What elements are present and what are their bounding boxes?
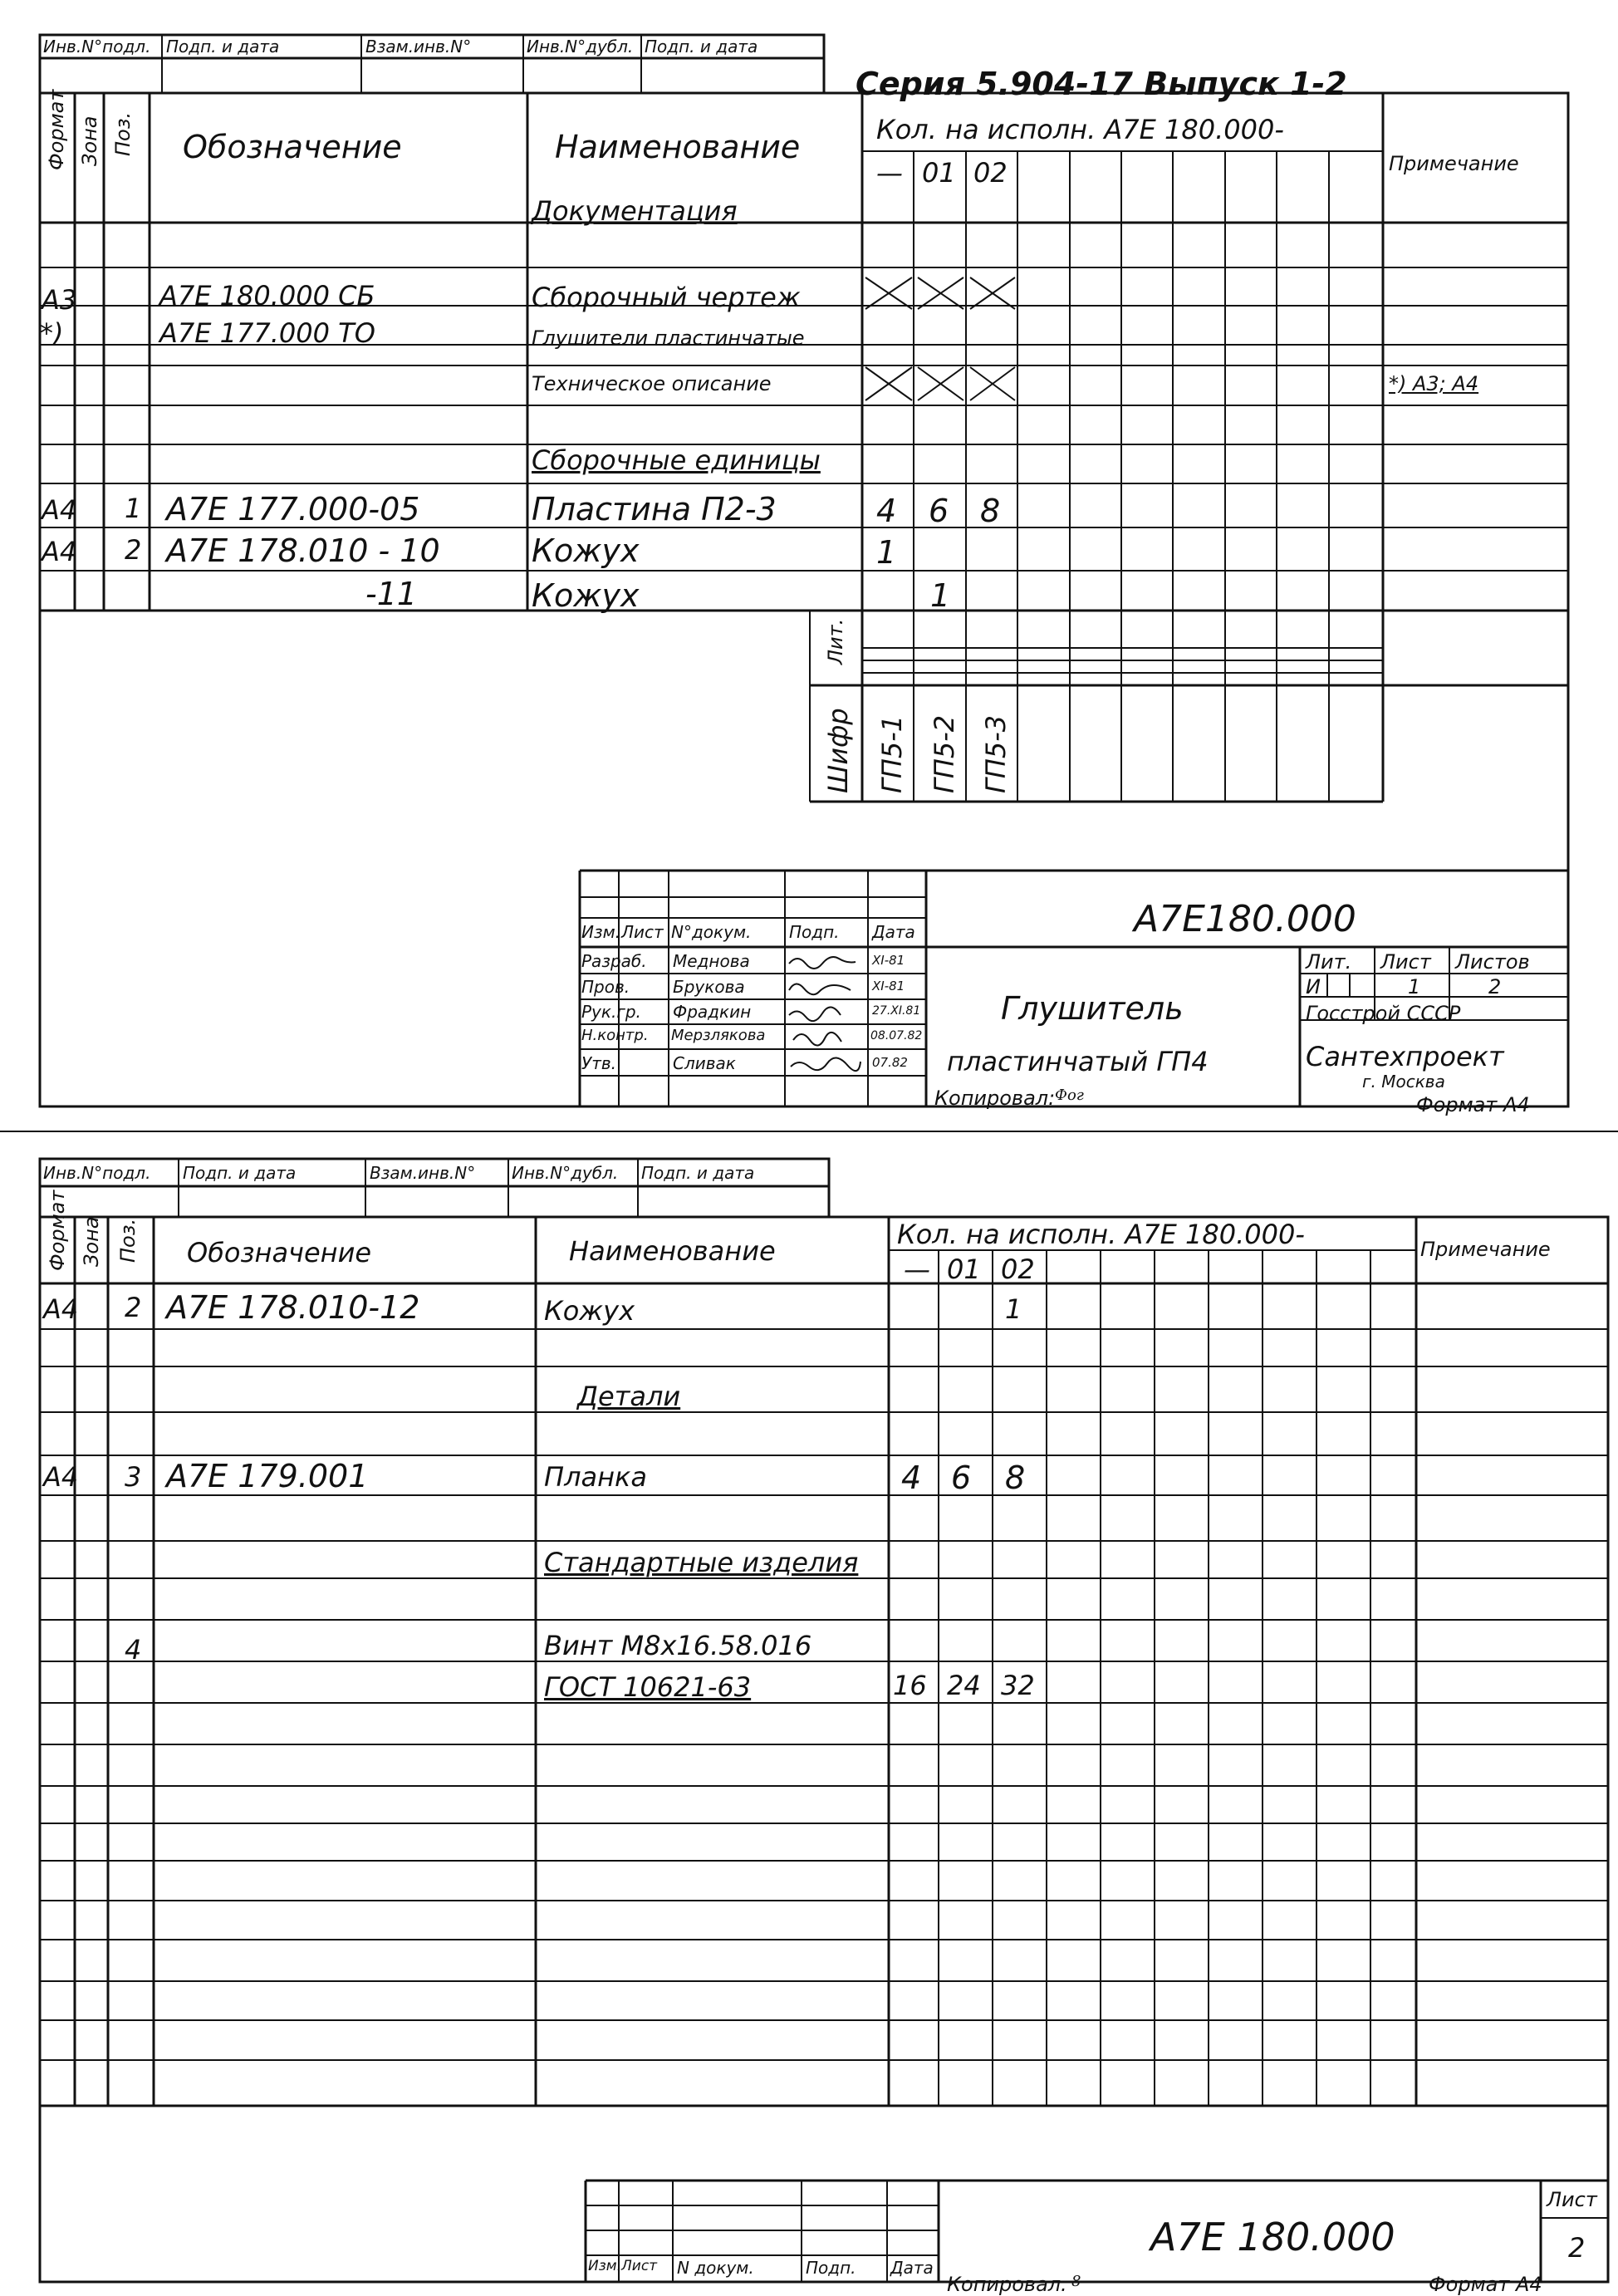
cipher-value: ГП5-3 — [980, 714, 1012, 793]
stamp-replaced-inv: Взам.инв.N° — [365, 37, 472, 56]
tb-sheet-value: 1 — [1408, 975, 1421, 998]
format-label: Формат А4 — [1416, 1093, 1530, 1116]
tb-person: Фрадкин — [673, 1002, 752, 1022]
row-designation: -11 — [365, 576, 418, 612]
section-assembly-units: Сборочные единицы — [532, 444, 821, 476]
stamp-sign-date: Подп. и дата — [166, 37, 280, 56]
row-pos: 3 — [125, 1461, 142, 1493]
cipher-label: Шифр — [822, 708, 854, 793]
tb-org-1: Госстрой СССР — [1306, 1002, 1461, 1025]
row-designation: А7Е 179.001 — [166, 1458, 369, 1494]
tb-person: Брукова — [673, 977, 745, 997]
tb-role: Разраб. — [581, 951, 647, 971]
row-qty: 32 — [1001, 1670, 1035, 1701]
tb-header-date: Дата — [872, 922, 915, 942]
stamp-replaced-inv: Взам.инв.N° — [370, 1163, 476, 1183]
header-note: Примечание — [1389, 152, 1519, 175]
ft-header-sign: Подп. — [806, 2258, 856, 2278]
header-designation: Обозначение — [183, 129, 402, 165]
row-note: *) А3; А4 — [1389, 372, 1479, 395]
section-details: Детали — [577, 1381, 681, 1412]
header-qty: Кол. на исполн. А7Е 180.000- — [876, 114, 1284, 145]
lit-label: Лит. — [824, 618, 847, 665]
sheet-1 — [0, 0, 1618, 1134]
row-designation: А7Е 177.000 ТО — [159, 317, 375, 349]
ft-sheet-label: Лист — [1547, 2188, 1597, 2211]
tb-org-2: Сантехпроект — [1306, 1041, 1504, 1072]
header-exec-base: — — [876, 157, 903, 189]
row-pos: 2 — [125, 534, 142, 566]
doc-code: А7Е180.000 — [1134, 898, 1356, 940]
section-documentation: Документация — [532, 195, 738, 227]
tb-sheets-value: 2 — [1488, 975, 1502, 998]
tb-person: Мерзлякова — [671, 1027, 766, 1044]
tb-header-sheet: Лист — [621, 922, 664, 942]
stamp-sign-date: Подп. и дата — [183, 1163, 297, 1183]
row-qty: 24 — [947, 1670, 981, 1701]
row-qty: 8 — [1005, 1460, 1026, 1496]
tb-role: Пров. — [581, 977, 630, 997]
tb-sheets-header: Листов — [1455, 950, 1530, 974]
signatures — [0, 0, 1618, 1134]
stamp-inv-duplicate: Инв.N°дубл. — [527, 37, 634, 56]
header-exec-01: 01 — [922, 157, 956, 189]
row-qty: 6 — [929, 493, 949, 529]
series-label: Серия 5.904-17 Выпуск 1-2 — [856, 66, 1347, 102]
tb-date: 08.07.82 — [870, 1029, 923, 1043]
tb-date: 27.XI.81 — [872, 1004, 921, 1018]
row-name: Кожух — [532, 532, 640, 569]
tb-header-sign: Подп. — [789, 922, 840, 942]
header-exec-base: — — [904, 1253, 930, 1285]
tb-date: XI-81 — [872, 953, 905, 968]
stamp-sign-date-2: Подп. и дата — [641, 1163, 755, 1183]
tb-sheet-header: Лист — [1380, 950, 1431, 974]
row-qty: 8 — [980, 493, 1001, 529]
sheet-2 — [0, 1138, 1618, 2294]
stamp-inv-original: Инв.N°подл. — [43, 1163, 151, 1183]
doc-code: А7Е 180.000 — [1150, 2215, 1395, 2259]
header-format: Формат — [45, 89, 68, 170]
row-pos: 4 — [125, 1634, 142, 1666]
header-pos: Поз. — [116, 1218, 140, 1263]
tb-role: Рук.гр. — [581, 1002, 641, 1022]
header-exec-01: 01 — [947, 1253, 981, 1285]
row-name: Техническое описание — [532, 372, 772, 395]
row-format: А4 — [43, 1293, 79, 1325]
row-format: А4 — [43, 1461, 79, 1493]
header-qty: Кол. на исполн. А7Е 180.000- — [897, 1219, 1305, 1250]
ft-sheet-value: 2 — [1568, 2232, 1586, 2264]
row-qty: 4 — [901, 1460, 922, 1496]
stamp-inv-duplicate: Инв.N°дубл. — [512, 1163, 619, 1183]
header-note: Примечание — [1420, 1238, 1551, 1261]
row-name: Винт М8х16.58.016 — [544, 1630, 812, 1661]
ft-header-docnum: N докум. — [677, 2258, 754, 2278]
tb-lit-value: И — [1306, 975, 1321, 998]
row-qty: 1 — [930, 577, 951, 614]
row-name: ГОСТ 10621-63 — [544, 1671, 752, 1703]
row-format: А4 — [42, 494, 77, 526]
header-zone: Зона — [80, 1216, 103, 1267]
row-format: А3 — [42, 284, 77, 316]
copied-label: Копировал: — [947, 2273, 1068, 2296]
ft-header-date: Дата — [890, 2258, 934, 2278]
row-name: Планка — [544, 1461, 647, 1493]
tb-role: Н.контр. — [581, 1027, 649, 1044]
tb-org-3: г. Москва — [1362, 1072, 1445, 1092]
tb-date: XI-81 — [872, 979, 905, 993]
tb-header-docnum: N°докум. — [671, 922, 752, 942]
row-format: *) — [40, 317, 64, 349]
row-name: Кожух — [532, 577, 640, 614]
stamp-sign-date-2: Подп. и дата — [645, 37, 758, 56]
header-exec-02: 02 — [973, 157, 1008, 189]
row-pos: 1 — [125, 493, 142, 524]
row-designation: А7Е 178.010 - 10 — [166, 532, 440, 569]
row-name: Кожух — [544, 1295, 635, 1327]
row-qty: 1 — [876, 534, 897, 571]
header-designation: Обозначение — [187, 1237, 372, 1268]
row-qty: 6 — [951, 1460, 972, 1496]
copied-signature: Фог — [1055, 1087, 1084, 1104]
stamp-inv-original: Инв.N°подл. — [43, 37, 151, 56]
cipher-value: ГП5-2 — [929, 714, 960, 793]
title-line-2: пластинчатый ГП4 — [947, 1046, 1209, 1077]
row-designation: А7Е 178.010-12 — [166, 1289, 420, 1326]
header-zone: Зона — [78, 115, 101, 166]
row-qty: 16 — [893, 1670, 927, 1701]
title-line-1: Глушитель — [1001, 990, 1184, 1027]
row-name: Глушители пластинчатые — [532, 326, 805, 350]
row-pos: 2 — [125, 1292, 142, 1323]
row-name: Пластина П2-3 — [532, 491, 777, 527]
row-qty: 1 — [1005, 1293, 1022, 1325]
tb-header-change: Изм. — [581, 922, 621, 942]
header-format: Формат — [46, 1190, 69, 1271]
copied-signature: 8 — [1071, 2273, 1081, 2290]
tb-person: Сливак — [673, 1053, 736, 1073]
header-name: Наименование — [555, 129, 801, 165]
row-designation: А7Е 177.000-05 — [166, 491, 420, 527]
section-standard-items: Стандартные изделия — [544, 1547, 859, 1578]
tb-date: 07.82 — [872, 1055, 908, 1070]
ft-header-sheet: Лист — [621, 2258, 658, 2274]
copied-label: Копировал: — [934, 1087, 1056, 1110]
row-format: А4 — [42, 536, 77, 567]
cipher-value: ГП5-1 — [876, 714, 908, 793]
row-qty: 4 — [876, 493, 897, 529]
tb-person: Меднова — [673, 951, 750, 971]
row-name: Сборочный чертеж — [532, 282, 801, 313]
header-exec-02: 02 — [1001, 1253, 1035, 1285]
ft-header-change: Изм. — [588, 2258, 621, 2274]
header-pos: Поз. — [111, 111, 135, 156]
tb-role: Утв. — [581, 1053, 616, 1073]
format-label: Формат А4 — [1429, 2273, 1542, 2296]
row-designation: А7Е 180.000 СБ — [159, 280, 375, 312]
tb-lit-header: Лит. — [1306, 950, 1352, 974]
header-name: Наименование — [569, 1235, 776, 1267]
